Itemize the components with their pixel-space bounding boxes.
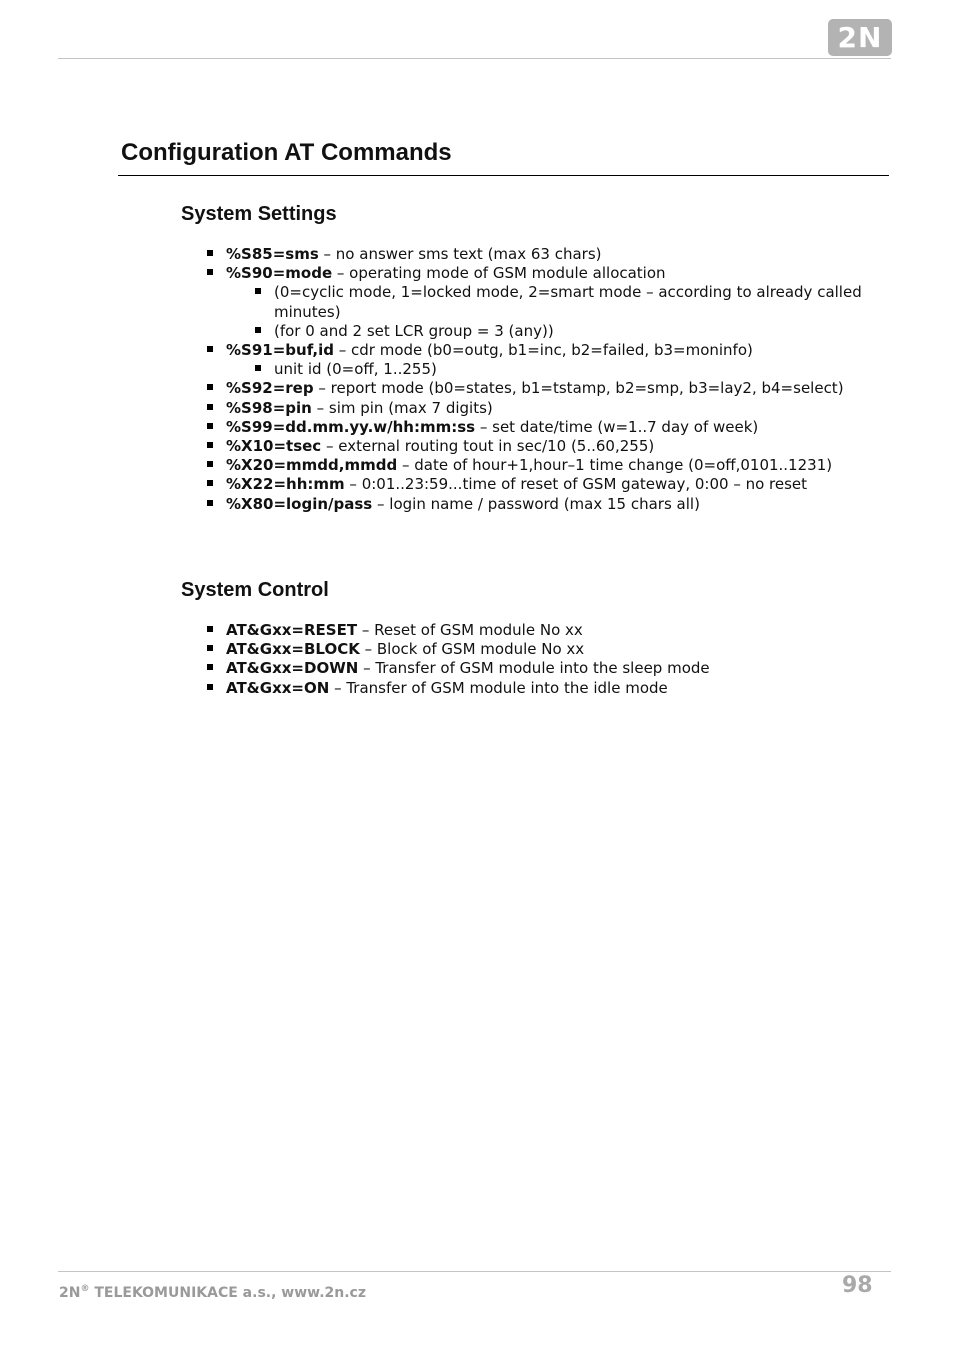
command-description: – Transfer of GSM module into the idle mode — [329, 678, 668, 697]
bullet-icon — [255, 327, 261, 333]
2n-logo: 2N — [828, 19, 892, 56]
command-name: %X80=login/pass — [226, 494, 373, 513]
list-item — [206, 418, 890, 437]
list-item — [206, 399, 890, 418]
command-description: – login name / password (max 15 chars all) — [372, 494, 700, 513]
sub-item-text: (0=cyclic mode, 1=locked mode, 2=smart mode – according to already called minutes) — [274, 283, 862, 321]
bullet-icon — [207, 461, 213, 467]
page-title: Configuration AT Commands — [121, 139, 452, 166]
bullet-icon — [207, 423, 213, 429]
sub-item-text: (for 0 and 2 set LCR group = 3 (any)) — [274, 321, 554, 340]
command-name: %S90=mode — [226, 264, 333, 283]
system-control-heading: System Control — [181, 579, 329, 601]
command-name: AT&Gxx=RESET — [226, 621, 358, 639]
bullet-icon — [207, 442, 213, 448]
system-settings-heading: System Settings — [181, 203, 337, 225]
command-description: – operating mode of GSM module allocation — [332, 264, 666, 283]
page-number: 98 — [842, 1273, 873, 1298]
command-description: – Transfer of GSM module into the sleep mode — [358, 659, 710, 678]
command-name: %X22=hh:mm — [226, 475, 345, 494]
command-description: – report mode (b0=states, b1=tstamp, b2=smp, b3=lay2, b4=select) — [313, 379, 844, 398]
footer-rule — [58, 1271, 891, 1272]
bullet-icon — [207, 500, 213, 506]
list-item — [206, 245, 890, 264]
bullet-icon — [207, 250, 213, 256]
list-item — [206, 679, 890, 698]
sub-list-item — [206, 322, 890, 341]
command-description: – date of hour+1,hour–1 time change (0=off,0101..1231) — [397, 456, 833, 475]
command-description: – external routing tout in sec/10 (5..60,255) — [321, 437, 655, 456]
list-item — [206, 437, 890, 456]
command-description: – cdr mode (b0=outg, b1=inc, b2=failed, b3=moninfo) — [333, 341, 753, 360]
title-rule — [118, 175, 889, 176]
command-name: %X10=tsec — [226, 437, 322, 456]
list-item — [206, 264, 890, 283]
sub-list-item — [206, 360, 890, 379]
list-item — [206, 659, 890, 678]
footer-company-rest: TELEKOMUNIKACE a.s., www.2n.cz — [89, 1285, 366, 1301]
bullet-icon — [207, 269, 213, 275]
list-item — [206, 475, 890, 494]
registered-mark: ® — [80, 1284, 90, 1294]
bullet-icon — [207, 384, 213, 390]
bullet-icon — [255, 365, 261, 371]
list-item — [206, 495, 890, 514]
command-description: – 0:01..23:59...time of reset of GSM gateway, 0:00 – no reset — [344, 475, 808, 494]
list-item — [206, 621, 890, 640]
command-description: – sim pin (max 7 digits) — [311, 398, 493, 417]
command-name: %S98=pin — [226, 398, 312, 417]
command-name: AT&Gxx=DOWN — [226, 659, 359, 678]
system-settings-list — [206, 245, 890, 514]
command-name: %S99=dd.mm.yy.w/hh:mm:ss — [226, 417, 476, 436]
header-rule — [58, 58, 891, 59]
bullet-icon — [207, 480, 213, 486]
command-name: %X20=mmdd,mmdd — [226, 456, 398, 475]
command-name: %S92=rep — [226, 379, 314, 398]
command-name: %S85=sms — [226, 245, 319, 263]
command-description: – set date/time (w=1..7 day of week) — [475, 417, 759, 436]
sub-item-text: unit id (0=off, 1..255) — [274, 360, 437, 379]
command-name: AT&Gxx=ON — [226, 678, 330, 697]
list-item — [206, 456, 890, 475]
footer-company-prefix: 2N — [59, 1285, 81, 1301]
footer-company — [59, 1280, 366, 1302]
command-name: AT&Gxx=BLOCK — [226, 640, 360, 659]
bullet-icon — [207, 346, 213, 352]
command-name: %S91=buf,id — [226, 341, 334, 360]
system-control-list — [206, 621, 890, 698]
sub-list-item — [206, 283, 890, 321]
list-item — [206, 640, 890, 659]
command-description: – Block of GSM module No xx — [359, 640, 585, 659]
command-description: – Reset of GSM module No xx — [357, 621, 583, 639]
list-item — [206, 379, 890, 398]
bullet-icon — [207, 626, 213, 632]
command-description: – no answer sms text (max 63 chars) — [318, 245, 602, 263]
list-item — [206, 341, 890, 360]
bullet-icon — [207, 404, 213, 410]
bullet-icon — [255, 288, 261, 294]
bullet-icon — [207, 684, 213, 690]
bullet-icon — [207, 664, 213, 670]
bullet-icon — [207, 645, 213, 651]
